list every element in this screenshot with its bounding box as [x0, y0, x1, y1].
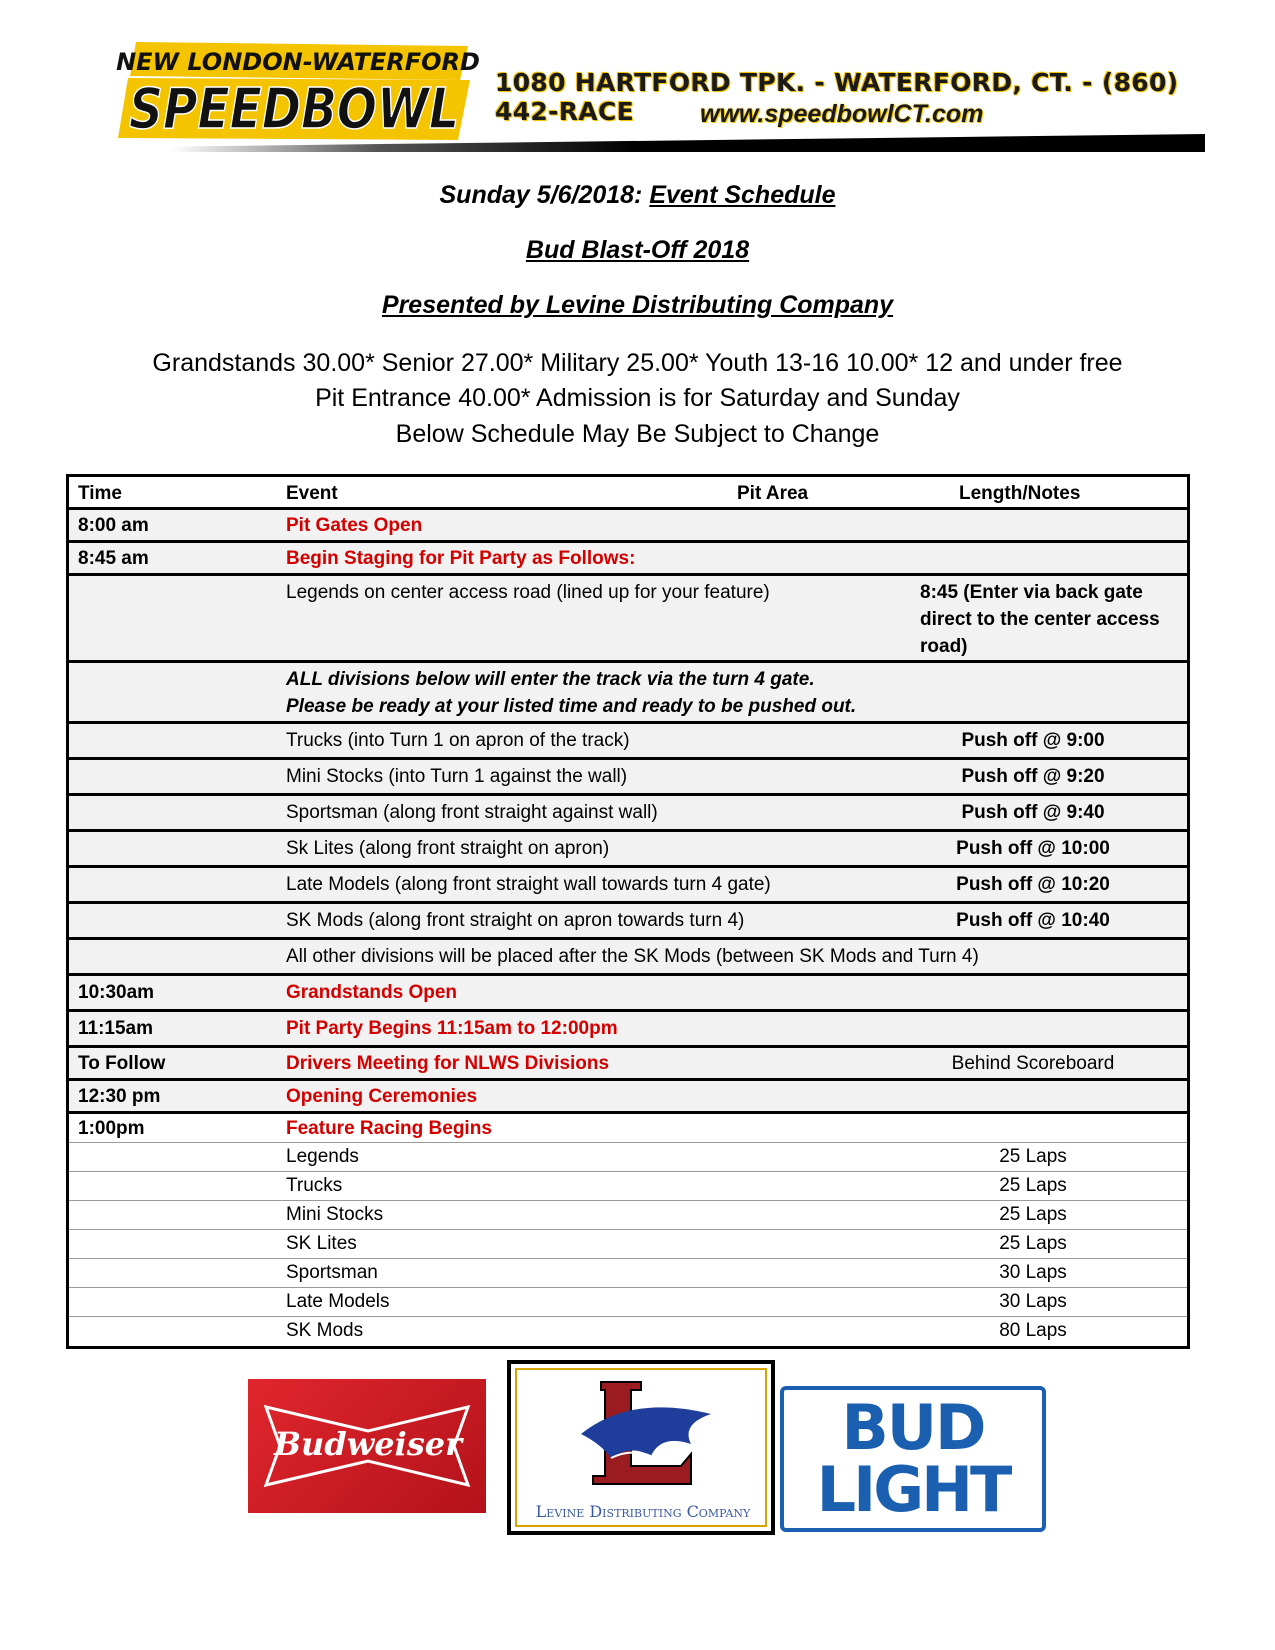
row-note: 8:45 (Enter via back gate	[920, 582, 1143, 603]
table-row	[69, 510, 1187, 543]
row-time: To Follow	[78, 1053, 166, 1074]
schedule-table	[66, 474, 1190, 1349]
feature-row	[69, 1172, 1187, 1201]
feature-laps: 25 Laps	[999, 1233, 1067, 1254]
budweiser-logo	[248, 1379, 486, 1513]
row-time: 12:30 pm	[78, 1086, 161, 1107]
feature-division: SK Mods	[286, 1320, 364, 1341]
table-row	[69, 576, 1187, 663]
row-event: Drivers Meeting for NLWS Divisions	[286, 1053, 610, 1074]
schedule-disclaimer: Below Schedule May Be Subject to Change	[395, 420, 880, 448]
header-pit-area: Pit Area	[737, 483, 809, 504]
feature-row	[69, 1259, 1187, 1288]
svg-text:Budweiser: Budweiser	[274, 1425, 462, 1463]
row-event: Pit Gates Open	[286, 515, 423, 536]
row-event: Pit Party Begins 11:15am to 12:00pm	[286, 1018, 618, 1039]
table-row	[69, 1012, 1187, 1048]
feature-division: Trucks	[286, 1175, 343, 1196]
table-header-row	[69, 477, 1187, 510]
header-notes: Length/Notes	[959, 483, 1081, 504]
levine-logo	[507, 1360, 775, 1535]
bud-light-word-light: LIGHT	[816, 1453, 1010, 1526]
row-event: Legends on center access road (lined up for your feature)	[286, 582, 770, 603]
row-note: Push off @ 10:40	[956, 910, 1110, 931]
row-time: 10:30am	[78, 982, 155, 1003]
bowtie-icon	[248, 1379, 486, 1513]
bud-light-word-bud: BUD	[841, 1391, 985, 1464]
row-note: Behind Scoreboard	[951, 1053, 1115, 1074]
feature-laps: 25 Laps	[999, 1175, 1067, 1196]
pit-entrance-line: Pit Entrance 40.00* Admission is for Saturday and Sunday	[315, 384, 960, 412]
header-time: Time	[78, 483, 123, 504]
feature-row	[69, 1288, 1187, 1317]
row-instruction: ALL divisions below will enter the track via the turn 4 gate.	[286, 669, 815, 690]
row-note: Push off @ 9:40	[961, 802, 1105, 823]
row-time: 8:00 am	[78, 515, 149, 536]
event-name-title: Bud Blast-Off 2018	[525, 236, 750, 264]
row-note: Push off @ 10:00	[956, 838, 1110, 859]
row-event: SK Mods (along front straight on apron towards turn 4)	[286, 910, 745, 931]
table-row	[69, 1081, 1187, 1114]
table-row	[69, 1114, 1187, 1143]
feature-row	[69, 1143, 1187, 1172]
pricing-line: Grandstands 30.00* Senior 27.00* Military 25.00* Youth 13-16 10.00* 12 and under free	[152, 349, 1123, 377]
levine-company-name: Levine Distributing Company	[535, 1502, 751, 1521]
row-note: Push off @ 10:20	[956, 874, 1110, 895]
table-row	[69, 868, 1187, 904]
row-note: direct to the center access	[920, 609, 1160, 630]
feature-row	[69, 1230, 1187, 1259]
table-row	[69, 832, 1187, 868]
feature-laps: 25 Laps	[999, 1146, 1067, 1167]
svg-text:SPEEDBOWL: SPEEDBOWL	[129, 77, 459, 142]
feature-laps: 30 Laps	[999, 1291, 1067, 1312]
row-event: Late Models (along front straight wall towards turn 4 gate)	[286, 874, 771, 895]
row-event: Opening Ceremonies	[286, 1086, 478, 1107]
feature-division: Mini Stocks	[286, 1204, 384, 1225]
row-instruction: Please be ready at your listed time and ready to be pushed out.	[286, 696, 857, 717]
eagle-icon	[541, 1374, 741, 1499]
speedbowl-logo	[118, 42, 478, 142]
header-event: Event	[286, 483, 338, 504]
row-event: Feature Racing Begins	[286, 1118, 492, 1139]
table-row	[69, 724, 1187, 760]
feature-row	[69, 1201, 1187, 1230]
feature-laps: 80 Laps	[999, 1320, 1067, 1341]
presenter-title: Presented by Levine Distributing Company	[381, 291, 894, 319]
feature-division: Late Models	[286, 1291, 390, 1312]
bud-light-logo	[780, 1386, 1046, 1532]
table-row	[69, 760, 1187, 796]
svg-text:NEW LONDON-WATERFORD: NEW LONDON-WATERFORD	[116, 48, 480, 76]
row-note: Push off @ 9:00	[961, 730, 1105, 751]
table-row	[69, 663, 1187, 724]
feature-division: Sportsman	[286, 1262, 378, 1283]
table-row	[69, 940, 1187, 976]
table-row	[69, 543, 1187, 576]
row-note: Push off @ 9:20	[961, 766, 1105, 787]
row-event: Sk Lites (along front straight on apron)	[286, 838, 610, 859]
row-event: Trucks (into Turn 1 on apron of the track)	[286, 730, 630, 751]
row-time: 11:15am	[78, 1018, 154, 1039]
table-row	[69, 904, 1187, 940]
row-time: 8:45 am	[78, 548, 149, 569]
row-event: Begin Staging for Pit Party as Follows:	[286, 548, 636, 569]
feature-laps: 30 Laps	[999, 1262, 1067, 1283]
row-event: All other divisions will be placed after the SK Mods (between SK Mods and Turn 4)	[286, 946, 979, 967]
feature-division: Legends	[286, 1146, 359, 1167]
row-event: Sportsman (along front straight against wall)	[286, 802, 658, 823]
table-row	[69, 1048, 1187, 1081]
feature-laps: 25 Laps	[999, 1204, 1067, 1225]
header-address: 1080 HARTFORD TPK. - WATERFORD, CT. - (860) 442-RACE	[495, 68, 1179, 126]
table-row	[69, 796, 1187, 832]
row-event: Mini Stocks (into Turn 1 against the wall)	[286, 766, 628, 787]
table-row	[69, 976, 1187, 1012]
feature-row	[69, 1317, 1187, 1346]
row-note: road)	[920, 636, 968, 657]
row-event: Grandstands Open	[286, 982, 458, 1003]
header-website[interactable]: www.speedbowlCT.com	[700, 100, 984, 128]
feature-division: SK Lites	[286, 1233, 357, 1254]
schedule-date-title: Sunday 5/6/2018: Event Schedule	[439, 181, 836, 209]
row-time: 1:00pm	[78, 1118, 145, 1139]
